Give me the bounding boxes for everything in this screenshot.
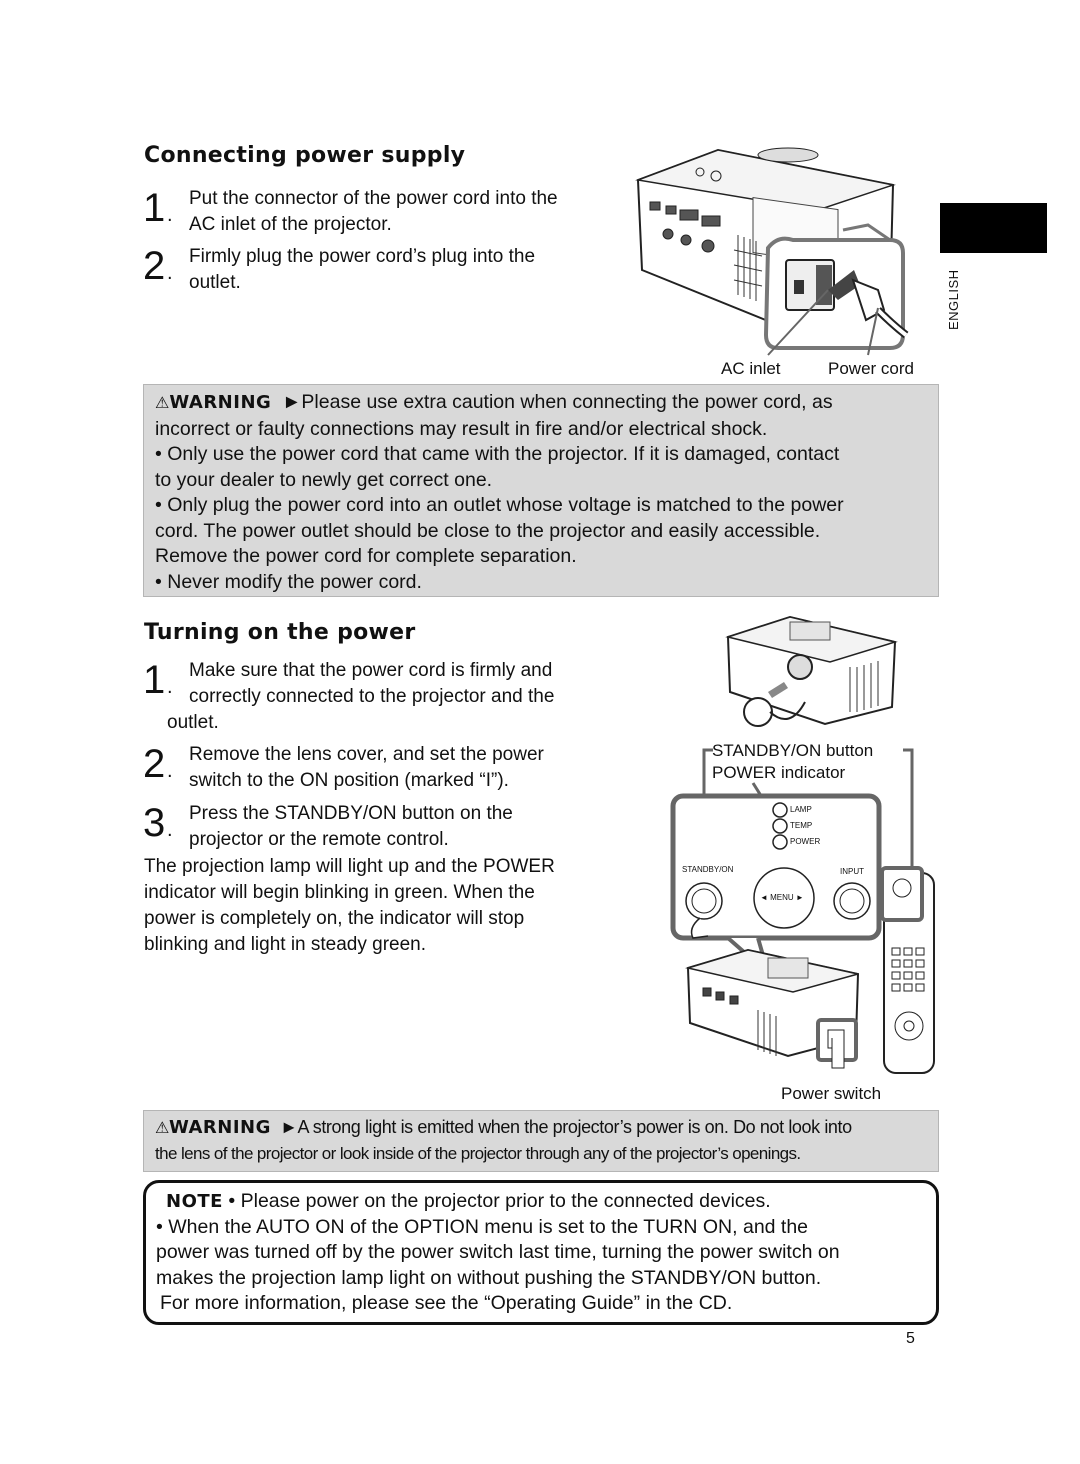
panel-label-power: POWER [790, 837, 821, 846]
step-number: 3 [143, 801, 166, 845]
note-label: NOTE [166, 1191, 223, 1212]
step-text: Put the connector of the power cord into the AC inlet of the projector. [189, 188, 558, 235]
section-title-connecting-power: Connecting power supply [144, 143, 466, 168]
step-dot: . [167, 760, 173, 782]
language-label: ENGLISH [946, 269, 961, 330]
step-text: Make sure that the power cord is firmly and correctly connected to the projector and the [189, 660, 555, 707]
step-number: 2 [143, 244, 166, 288]
step-text: Remove the lens cover, and set the power switch to the ON position (marked “I”). [189, 744, 544, 791]
warning-box-strong-light [143, 1110, 939, 1172]
panel-label-input: INPUT [840, 867, 864, 876]
caption-power-switch: Power switch [781, 1084, 882, 1103]
panel-label-menu: ◄ MENU ► [760, 893, 804, 902]
caption-ac-inlet: AC inlet [721, 359, 781, 378]
warning-label: WARNING [168, 1117, 271, 1138]
warning-icon: ⚠ [155, 1120, 169, 1137]
projector-power-inlet-illustration [628, 140, 938, 365]
control-panel-illustration [668, 738, 940, 1083]
projector-lens-cover-illustration [720, 612, 910, 732]
warning-text: ⚠WARNING ►Please use extra caution when connecting the power cord, as incorrect or faulty connections may result in fire and/or electrical shock. • Only use the power cord that came with the projector. If it is damaged, contact to your dealer to newly get correct one. • Only plug the power cord into an outlet whose voltage is matched to the power cord. The power outlet should be close to the projector and easily accessible. Remove the power cord for complete separation. • Never modify the power cord. [155, 391, 844, 593]
panel-label-lamp: LAMP [790, 805, 812, 814]
language-tab [940, 203, 1047, 253]
step-text-continued: outlet. [167, 712, 219, 733]
step-dot: . [167, 262, 173, 284]
warning-text: ⚠WARNING ►A strong light is emitted when the projector’s power is on. Do not look into the lens of the projector or look inside of the projector through any of the projector’s openings. [155, 1117, 852, 1163]
step-dot: . [167, 819, 173, 841]
warning-box-power-cord [143, 384, 939, 597]
page-number: 5 [906, 1330, 915, 1347]
note-text: NOTE • Please power on the projector prior to the connected devices. • When the AUTO ON of the OPTION menu is set to the TURN ON, and the power was turned off by the power switch last time, turning the power switch on makes the projection lamp light on without pushing the STANDBY/ON button. For more information, please see the “Operating Guide” in the CD. [156, 1190, 840, 1314]
panel-label-temp: TEMP [790, 821, 813, 830]
step-text: Press the STANDBY/ON button on the projector or the remote control. [189, 803, 513, 850]
step-number: 1 [143, 658, 166, 702]
warning-icon: ⚠ [155, 395, 170, 412]
note-box [143, 1180, 939, 1325]
step-text: Firmly plug the power cord’s plug into the outlet. [189, 246, 536, 293]
step-number: 1 [143, 186, 166, 230]
section-title-turning-on: Turning on the power [144, 620, 416, 645]
power-on-paragraph: The projection lamp will light up and the POWER indicator will begin blinking in green. When the power is completely on, the indicator will stop blinking and light in steady green. [144, 856, 555, 955]
panel-label-standby: STANDBY/ON [682, 865, 734, 874]
step-number: 2 [143, 742, 166, 786]
caption-power-indicator: POWER indicator [712, 763, 846, 782]
step-dot: . [167, 204, 173, 226]
caption-power-cord: Power cord [828, 359, 914, 378]
warning-label: WARNING [169, 392, 272, 413]
caption-standby-button: STANDBY/ON button [712, 741, 874, 760]
step-dot: . [167, 676, 173, 698]
